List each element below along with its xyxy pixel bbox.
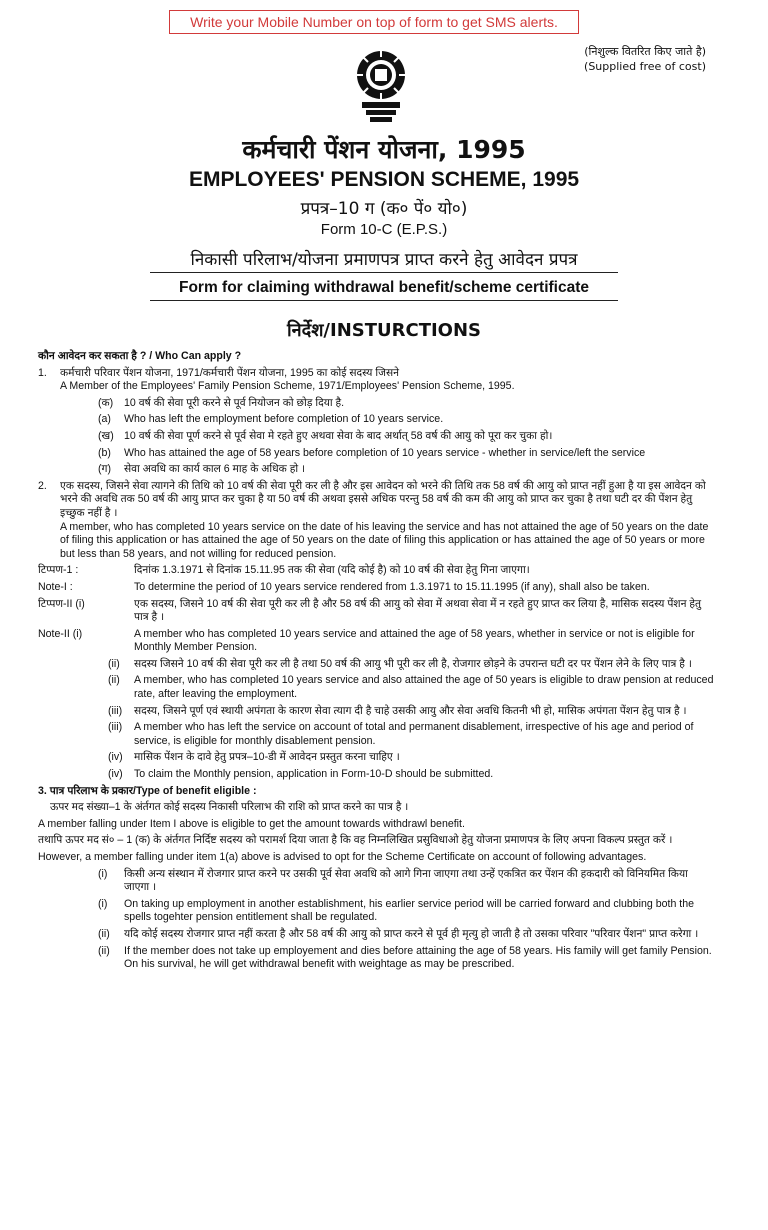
- item-1c-hindi: (ग) सेवा अवधि का कार्य काल 6 माह के अधिक हो ।: [98, 463, 306, 476]
- section-3-para2-hindi: तथापि ऊपर मद सं० – 1 (क) के अंर्तगत निर्दिष्ट सदस्य को परामर्श दिया जाता है कि वह निम्नलिखित प्रसुविधाओ हेतु योजना प्रमाणपत्र के लिए अपना विकल्प प्रस्तुत करें ।: [38, 834, 673, 847]
- note-2-iii-english: (iii) A member who has left the service on account of total and permanent disablement, irrespective of his age and period of service, is eligible for monthly disablement pension.: [108, 721, 694, 747]
- section-1-number: 1.: [38, 366, 47, 379]
- section-2-hindi: एक सदस्य, जिसने सेवा त्यागने की तिथि को 10 वर्ष की सेवा पूरी कर ली है और इस आवेदन को भरने की तिथि तक 58 वर्ष की आयु को प्राप्त नहीं हुआ है या इस आवेदन को भरने की अवधि तक 50 वर्ष की आयु प्राप्त कर चुका है या 50 वर्ष की अथवा इससे अधिक परन्तु 58 वर्ष की कम की आयु को प्राप्त कर चुका है तथा घटी दर की पेंशन हेतु इच्छुक नहीं है ।: [60, 479, 706, 519]
- subtitle-hindi: निकासी परिलाभ/योजना प्रमाणपत्र प्राप्त करने हेतु आवेदन प्रपत्र: [190, 250, 578, 270]
- advantage-ii-hindi: (ii) यदि कोई सदस्य रोजगार प्राप्त नहीं करता है और 58 वर्ष की आयु को प्राप्त करने से पूर्व ही मृत्यु हो जाती है तो उसका परिवार "परिवार पेंशन" प्राप्त करेगा ।: [98, 927, 699, 940]
- title-hindi: कर्मचारी पेंशन योजना, 1995: [242, 135, 526, 164]
- instructions-title: निर्देश/INSTURCTIONS: [286, 320, 482, 341]
- item-1a-hindi: (क) 10 वर्ष की सेवा पूरी करने से पूर्व नियोजन को छोड़ दिया है.: [98, 396, 345, 409]
- advantage-i-hindi: (i) किसी अन्य संस्थान में रोजगार प्राप्त करने पर उसकी पूर्व सेवा अवधि को आगे गिना जाएगा तथा उन्हें एकत्रित कर पेंशन की हकदारी को विनियमित किया जाएगा ।: [98, 867, 688, 894]
- section-2: [38, 480, 714, 562]
- divider-top: [150, 272, 618, 273]
- who-can-apply-heading: कौन आवेदन कर सकता है ? / Who Can apply ?: [38, 350, 242, 362]
- note-2-iii-hindi: (iii) सदस्य, जिसने पूर्ण एवं स्थायी अपंगता के कारण सेवा त्याग दी है चाहे उसकी आयु और सेवा अवधि कितनी भी हो, मासिक अपंगता पेंशन हेतु पात्र है ।: [108, 704, 687, 717]
- item-1b-english: (b) Who has attained the age of 58 years before completion of 10 years service - whether in service/left the service: [98, 446, 646, 459]
- section-3-para1-english: A member falling under Item I above is eligible to get the amount towards withdrawl benefit.: [38, 817, 465, 830]
- epfo-emblem-icon: [352, 48, 410, 126]
- section-1: [38, 367, 714, 394]
- section-3-heading: 3. पात्र परिलाभ के प्रकार/Type of benefit eligible :: [38, 784, 257, 797]
- title-english: EMPLOYEES' PENSION SCHEME, 1995: [188, 168, 580, 191]
- instructions-body: [38, 350, 714, 975]
- form-number-english: Form 10-C (E.P.S.): [320, 221, 448, 238]
- free-note-english: (Supplied free of cost): [584, 60, 706, 73]
- form-number-hindi: प्रपत्र–10 ग (क० पें० यो०): [300, 199, 468, 219]
- advantage-ii-english: (ii) If the member does not take up employement and dies before attaining the age of 58 years. His family will get family Pension. On his survival, he will get withdrawal benefit with weightage as may be prescribed.: [98, 944, 712, 971]
- section-1-hindi: कर्मचारी परिवार पेंशन योजना, 1971/कर्मचारी पेंशन योजना, 1995 का कोई सदस्य जिसने: [60, 366, 400, 379]
- divider-bottom: [150, 300, 618, 301]
- section-1-english: A Member of the Employees' Family Pension Scheme, 1971/Employees' Pension Scheme, 1995.: [60, 380, 515, 393]
- note-2-english: Note-II (i) A member who has completed 10 years service and attained the age of 58 years, whether in service or not is eligible for Monthly Member Pension.: [38, 627, 695, 654]
- note-2-ii-hindi: (ii) सदस्य जिसने 10 वर्ष की सेवा पूरी कर ली है तथा 50 वर्ष की आयु भी पूरी कर ली है, रोजगार छोड़ने के उपरान्त घटी दर पर पेंशन लेने के लिए पात्र है ।: [108, 657, 692, 670]
- section-3-para2-english: However, a member falling under item 1(a) above is advised to opt for the Scheme Certificate on account of following advantages.: [38, 851, 647, 863]
- note-2-hindi: टिप्पण-II (i) एक सदस्य, जिसने 10 वर्ष की सेवा पूरी कर ली है और 58 वर्ष की आयु को सेवा में अथवा सेवा में न रहते हुए प्राप्त कर लिया है, मासिक सदस्य पेंशन हेतु पात्र है ।: [38, 597, 702, 624]
- advantage-i-english: (i) On taking up employment in another establishment, his earlier service period will be carried forward and clubbing both the spells togehter pension entitlement shall be regulated.: [98, 897, 695, 924]
- section-2-number: 2.: [38, 479, 47, 492]
- subtitle-english: Form for claiming withdrawal benefit/scheme certificate: [179, 279, 589, 296]
- section-2-english: A member, who has completed 10 years service on the date of his leaving the service and has not attained the age of 50 years on the date of filing this application or has attained the age of 50 years on the date of filing this application or has attained the age of 50 years or more but less than 58 years, and not willing for reduced pension.: [60, 520, 709, 560]
- item-1a-english: (a) Who has left the employment before completion of 10 years service.: [98, 413, 444, 426]
- free-note-hindi: (निशुल्क वितरित किए जाते है): [584, 45, 706, 58]
- note-1-english: Note-I : To determine the period of 10 years service rendered from 1.3.1971 to 15.11.1995 (if any), shall also be taken.: [38, 580, 650, 593]
- note-2-ii-english: (ii) A member, who has completed 10 years service and also attained the age of 50 years is eligible to draw pension at reduced rate, after leaving the employment.: [108, 674, 714, 701]
- note-1-hindi: टिप्पण-1 : दिनांक 1.3.1971 से दिनांक 15.11.95 तक की सेवा (यदि कोई है) को 10 वर्ष की सेवा हेतु गिना जाएगा।: [38, 564, 530, 577]
- note-2-iv-hindi: (iv) मासिक पेंशन के दावे हेतु प्रपत्र–10-डी में आवेदन प्रस्तुत करना चाहिए ।: [108, 751, 400, 764]
- sms-alert-banner: Write your Mobile Number on top of form to get SMS alerts.: [169, 10, 579, 34]
- note-2-iv-english: (iv) To claim the Monthly pension, application in Form-10-D should be submitted.: [108, 768, 494, 781]
- item-1b-hindi: (ख) 10 वर्ष की सेवा पूर्ण करने से पूर्व सेवा मे रहते हुए अथवा सेवा के बाद अर्थात् 58 वर्ष की आयु को पूरा कर चुका हो।: [98, 429, 553, 442]
- section-3-para1-hindi: ऊपर मद संख्या–1 के अंर्तगत कोई सदस्य निकासी परिलाभ की राशि को प्राप्त करने का पात्र है ।: [50, 801, 409, 814]
- supplied-free-note: [584, 44, 706, 74]
